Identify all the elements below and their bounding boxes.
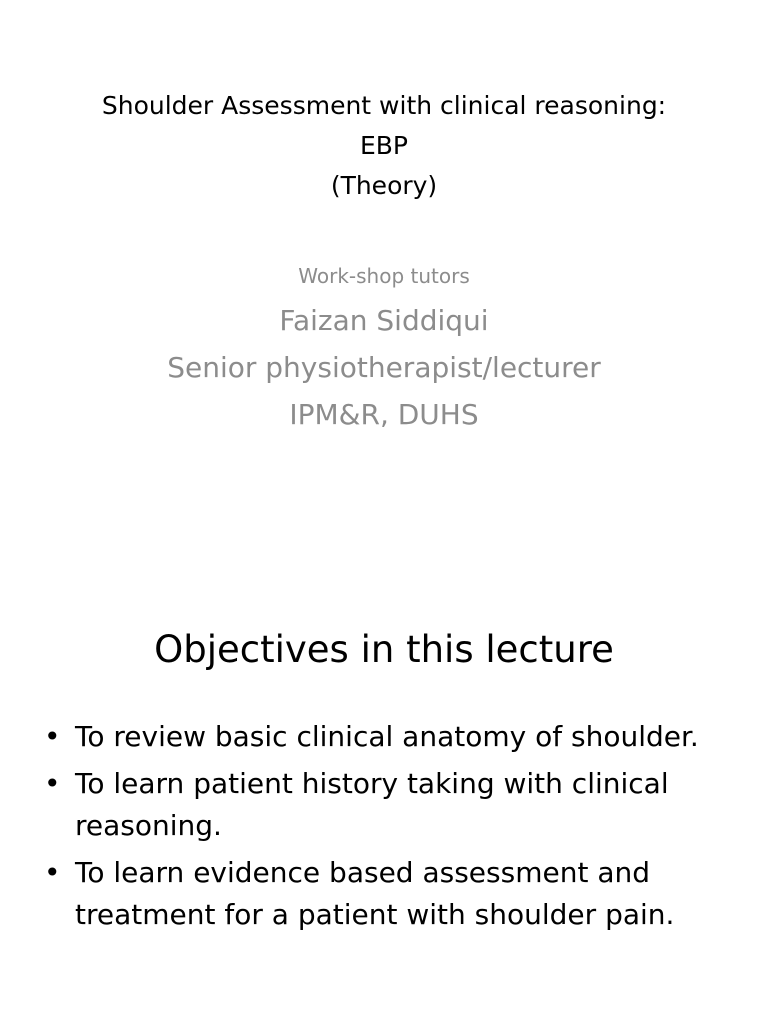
objectives-list bbox=[44, 716, 748, 941]
title-line-1: Shoulder Assessment with clinical reasoning: bbox=[101, 91, 667, 120]
bullet-text: To review basic clinical anatomy of shoulder. bbox=[75, 720, 699, 753]
tutor-name: Faizan Siddiqui bbox=[279, 304, 489, 337]
list-item bbox=[44, 763, 748, 847]
objectives-title: Objectives in this lecture bbox=[154, 628, 614, 671]
title-line-3: (Theory) bbox=[330, 171, 438, 200]
bullet-icon: • bbox=[44, 720, 61, 753]
bullet-text: To learn evidence based assessment and treatment for a patient with shoulder pain. bbox=[75, 856, 675, 931]
tutor-role: Senior physiotherapist/lecturer bbox=[167, 351, 601, 384]
slide-title-heading bbox=[40, 86, 728, 206]
list-item bbox=[44, 852, 748, 936]
bullet-icon: • bbox=[44, 767, 61, 800]
list-item bbox=[44, 716, 748, 758]
tutors-label: Work-shop tutors bbox=[298, 264, 470, 288]
tutor-info bbox=[40, 262, 728, 438]
tutor-institution: IPM&R, DUHS bbox=[289, 398, 479, 431]
title-line-2: EBP bbox=[359, 131, 409, 160]
bullet-icon: • bbox=[44, 856, 61, 889]
bullet-text: To learn patient history taking with clinical reasoning. bbox=[75, 767, 669, 842]
slide-objectives bbox=[0, 512, 768, 1024]
